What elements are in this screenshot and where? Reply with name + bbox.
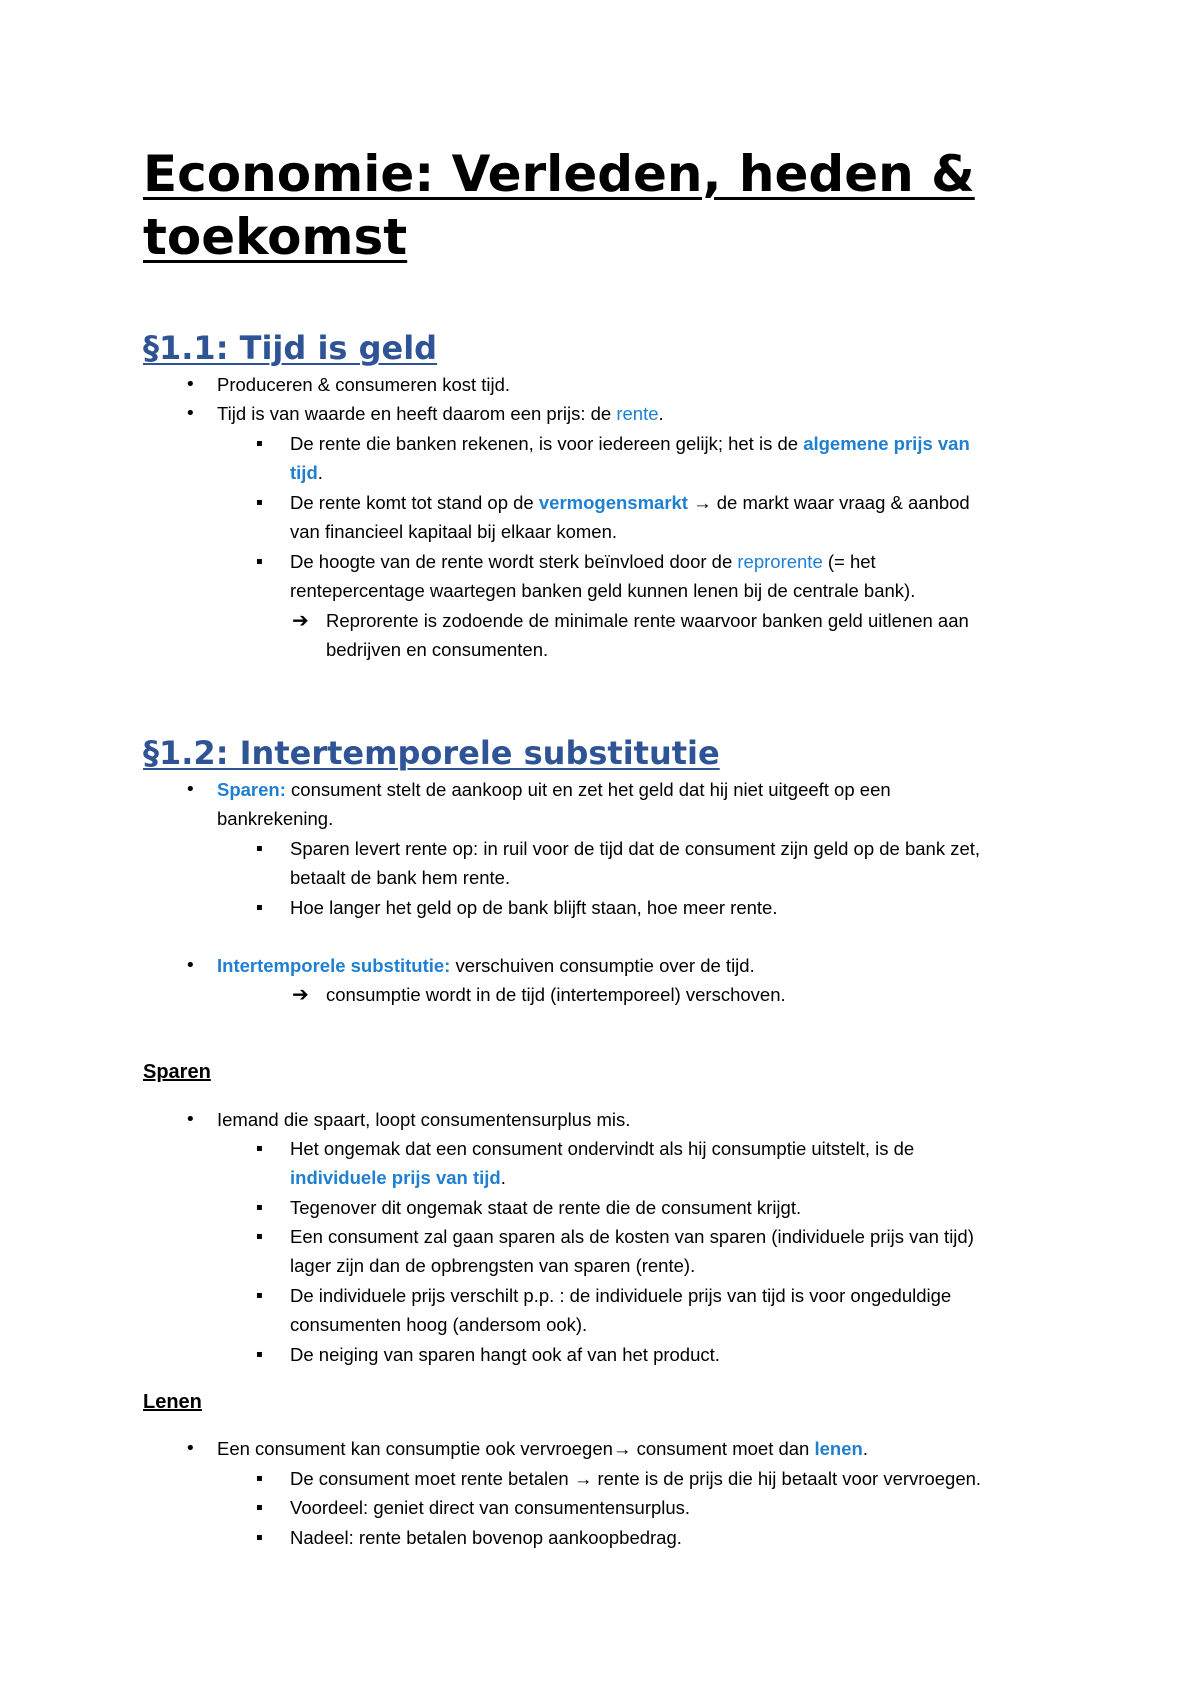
subheading-lenen: Lenen: [143, 1391, 202, 1413]
document-title: Economie: Verleden, heden & toekomst: [143, 145, 975, 266]
list-item-continuation: individuele prijs van tijd.: [290, 1167, 506, 1188]
bullet-dot: •: [185, 955, 196, 976]
bullet-square: ▪: [256, 438, 263, 449]
list-item: Voordeel: geniet direct van consumentensurplus.: [290, 1497, 691, 1518]
list-item: Intertemporele substitutie: verschuiven consumptie over de tijd.: [217, 955, 755, 976]
bullet-square: ▪: [256, 556, 263, 567]
list-item: Nadeel: rente betalen bovenop aankoopbedrag.: [290, 1527, 682, 1548]
list-item: De consument moet rente betalen → rente is de prijs die hij betaalt voor vervroegen.: [290, 1468, 982, 1489]
list-item: Hoe langer het geld op de bank blijft staan, hoe meer rente.: [290, 897, 778, 918]
bullet-square: ▪: [256, 1143, 263, 1154]
term-algemene-prijs: algemene prijs van: [803, 433, 970, 454]
term-reprorente: reprorente: [737, 551, 823, 572]
list-item: Een consument kan consumptie ook vervroegen→ consument moet dan lenen.: [217, 1438, 868, 1459]
arrow-bullet-icon: ➔: [292, 608, 309, 632]
bullet-square: ▪: [256, 1473, 263, 1484]
bullet-square: ▪: [256, 1502, 263, 1513]
bullet-square: ▪: [256, 902, 263, 913]
list-item: De rente komt tot stand op de vermogensmarkt → de markt waar vraag & aanbod: [290, 492, 970, 513]
list-item: Reprorente is zodoende de minimale rente waarvoor banken geld uitlenen aan: [326, 610, 969, 631]
list-item: Iemand die spaart, loopt consumentensurplus mis.: [217, 1109, 631, 1130]
list-item: consumptie wordt in de tijd (intertemporeel) verschoven.: [326, 984, 786, 1005]
term-vermogensmarkt: vermogensmarkt: [538, 492, 688, 513]
list-item: Sparen levert rente op: in ruil voor de tijd dat de consument zijn geld op de bank zet,: [290, 838, 981, 859]
list-item: De hoogte van de rente wordt sterk beïnvloed door de reprorente (= het: [290, 551, 876, 572]
list-item: Tegenover dit ongemak staat de rente die de consument krijgt.: [290, 1197, 802, 1218]
bullet-dot: •: [185, 374, 196, 395]
bullet-square: ▪: [256, 1349, 263, 1360]
term-sparen: Sparen:: [217, 779, 286, 800]
bullet-square: ▪: [256, 497, 263, 508]
bullet-square: ▪: [256, 843, 263, 854]
list-item-continuation: betaalt de bank hem rente.: [290, 867, 511, 888]
list-item-continuation: bedrijven en consumenten.: [326, 639, 549, 660]
list-item-continuation: lager zijn dan de opbrengsten van sparen (rente).: [290, 1255, 696, 1276]
term-individuele-prijs: individuele prijs van tijd: [290, 1167, 501, 1188]
list-item-continuation: tijd.: [290, 462, 323, 483]
bullet-square: ▪: [256, 1231, 263, 1242]
list-item-continuation: van financieel kapitaal bij elkaar komen.: [290, 521, 618, 542]
term-lenen: lenen: [814, 1438, 863, 1459]
bullet-dot: •: [185, 1109, 196, 1130]
subheading-sparen: Sparen: [143, 1061, 211, 1083]
bullet-dot: •: [185, 1438, 196, 1459]
section-heading-1-1: §1.1: Tijd is geld: [143, 329, 438, 367]
list-item: Tijd is van waarde en heeft daarom een prijs: de rente.: [217, 403, 664, 424]
list-item-continuation: consumenten hoog (andersom ook).: [290, 1314, 588, 1335]
list-item: Sparen: consument stelt de aankoop uit en zet het geld dat hij niet uitgeeft op een: [217, 779, 891, 800]
list-item: De rente die banken rekenen, is voor iedereen gelijk; het is de algemene prijs van: [290, 433, 970, 454]
bullet-square: ▪: [256, 1290, 263, 1301]
term-intertemporele-substitutie: Intertemporele substitutie:: [217, 955, 451, 976]
list-item-continuation: bankrekening.: [217, 808, 334, 829]
list-item: De neiging van sparen hangt ook af van het product.: [290, 1344, 720, 1365]
bullet-dot: •: [185, 779, 196, 800]
section-heading-1-2: §1.2: Intertemporele substitutie: [143, 734, 720, 772]
bullet-square: ▪: [256, 1532, 263, 1543]
list-item: Het ongemak dat een consument ondervindt als hij consumptie uitstelt, is de: [290, 1138, 915, 1159]
list-item: Produceren & consumeren kost tijd.: [217, 374, 511, 395]
term-rente: rente: [616, 403, 659, 424]
bullet-dot: •: [185, 403, 196, 424]
list-item-continuation: rentepercentage waartegen banken geld kunnen lenen bij de centrale bank).: [290, 580, 916, 601]
list-item: Een consument zal gaan sparen als de kosten van sparen (individuele prijs van tijd): [290, 1226, 974, 1247]
list-item: De individuele prijs verschilt p.p. : de individuele prijs van tijd is voor ongeduldige: [290, 1285, 952, 1306]
bullet-square: ▪: [256, 1202, 263, 1213]
arrow-bullet-icon: ➔: [292, 982, 309, 1006]
